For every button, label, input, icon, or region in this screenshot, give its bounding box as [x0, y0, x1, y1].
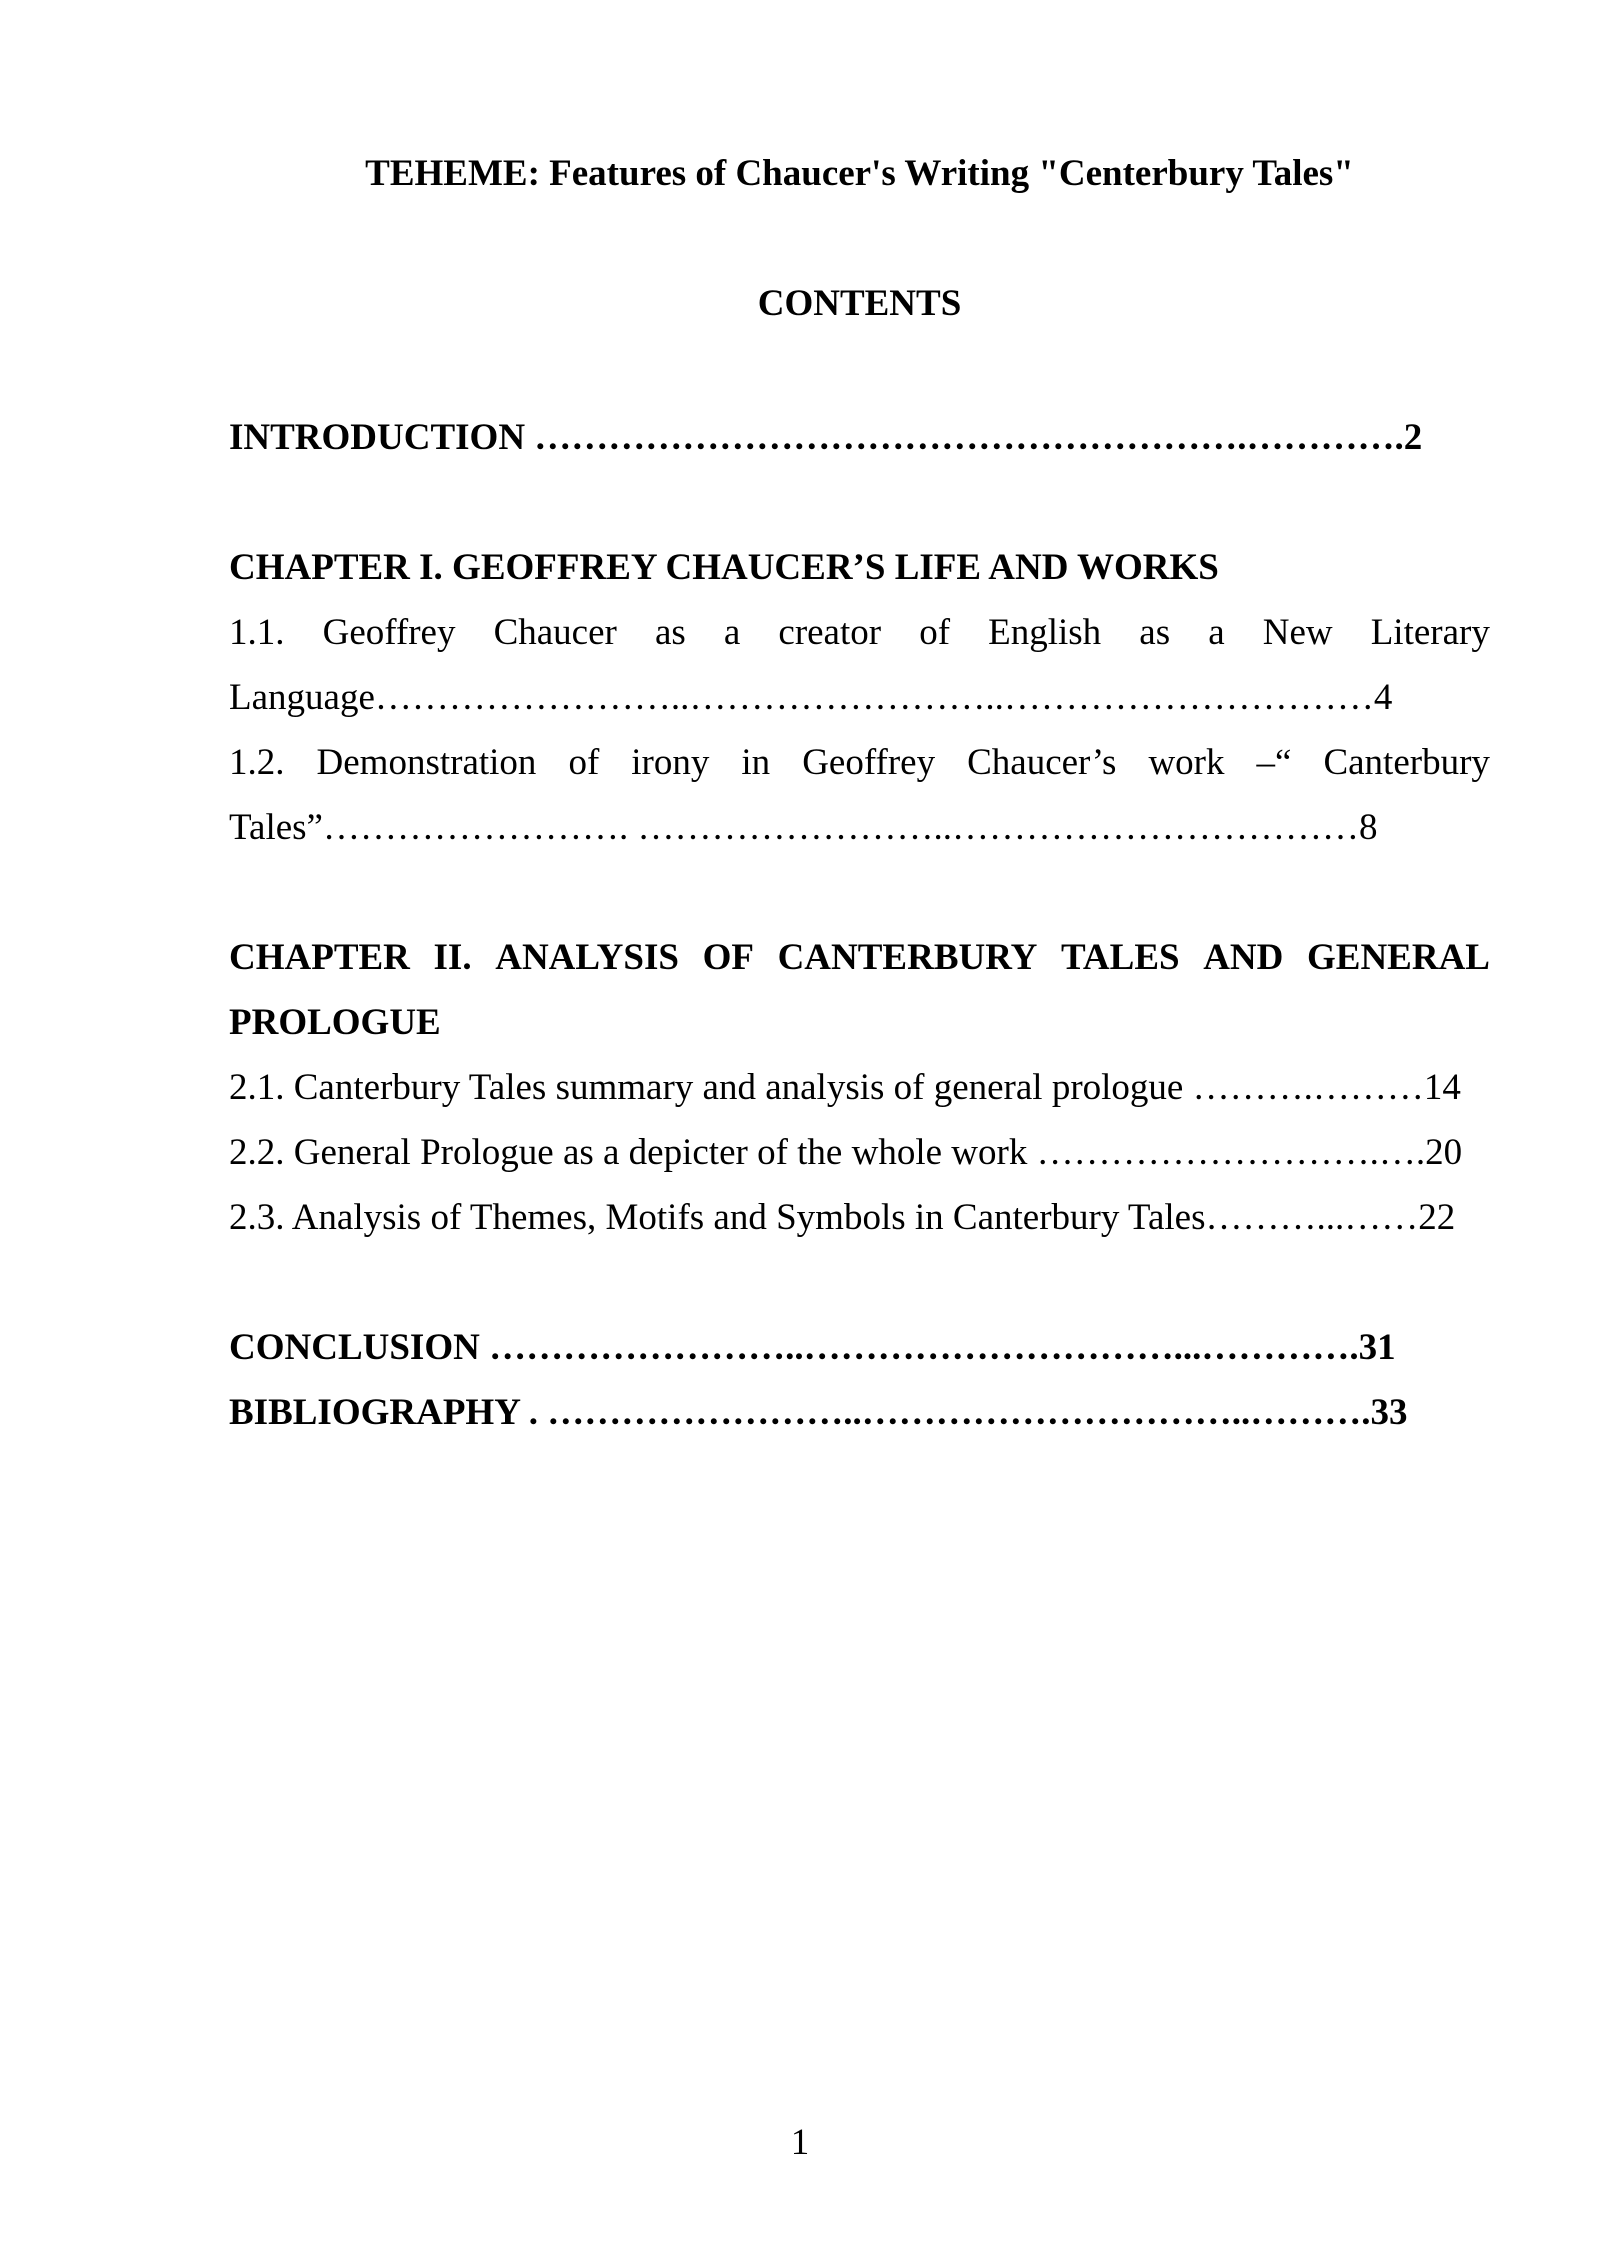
toc-entry-1-2 — [229, 730, 1490, 795]
toc-entry-1-2-continuation: Tales”……………………. ……………………..……………………………8 — [229, 807, 1378, 848]
document-title: TEHEME: Features of Chaucer's Writing "Centerbury Tales" — [365, 153, 1354, 194]
toc-entry-1-1 — [229, 600, 1490, 665]
toc-word: as — [1139, 612, 1171, 653]
toc-chapter2-heading — [229, 925, 1490, 990]
toc-word: GENERAL — [1307, 937, 1490, 978]
toc-word: of — [568, 742, 600, 783]
toc-word: 1.2. — [229, 742, 285, 783]
toc-word: work — [1148, 742, 1225, 783]
toc-word: Demonstration — [316, 742, 537, 783]
toc-word: irony — [631, 742, 710, 783]
toc-word: Literary — [1370, 612, 1490, 653]
toc-word: a — [723, 612, 741, 653]
toc-entry-2-2: 2.2. General Prologue as a depicter of the whole work ……………………….….20 — [229, 1132, 1463, 1173]
toc-word: 1.1. — [229, 612, 285, 653]
toc-word: English — [988, 612, 1102, 653]
toc-bibliography: BIBLIOGRAPHY . ……………………..…………………………..……….33 — [229, 1392, 1408, 1433]
toc-word: Canterbury — [1323, 742, 1490, 783]
toc-word: –“ — [1256, 742, 1292, 783]
toc-word: in — [741, 742, 771, 783]
toc-word: as — [654, 612, 686, 653]
toc-word: Geoffrey — [802, 742, 936, 783]
toc-word: CANTERBURY — [777, 937, 1038, 978]
toc-entry-1-1-continuation: Language……………………..……………………..…………………………4 — [229, 677, 1393, 718]
toc-conclusion: CONCLUSION ……………………..…………………………...………….31 — [229, 1327, 1396, 1368]
toc-word: New — [1262, 612, 1333, 653]
toc-entry-2-3: 2.3. Analysis of Themes, Motifs and Symbols in Canterbury Tales………...……22 — [229, 1197, 1456, 1238]
toc-word: TALES — [1060, 937, 1180, 978]
toc-word: Geoffrey — [322, 612, 456, 653]
toc-word: creator — [778, 612, 882, 653]
toc-word: of — [919, 612, 951, 653]
toc-word: AND — [1203, 937, 1284, 978]
toc-word: Chaucer — [493, 612, 617, 653]
contents-heading: CONTENTS — [757, 283, 962, 324]
toc-word: CHAPTER — [229, 937, 410, 978]
toc-word: II. — [433, 937, 472, 978]
toc-chapter2-heading-continuation: PROLOGUE — [229, 1002, 441, 1043]
toc-word: a — [1208, 612, 1225, 653]
toc-word: Chaucer’s — [967, 742, 1117, 783]
toc-word: ANALYSIS — [495, 937, 679, 978]
toc-word: OF — [702, 937, 754, 978]
toc-entry-2-1: 2.1. Canterbury Tales summary and analysis of general prologue ……….………14 — [229, 1067, 1461, 1108]
page-number: 1 — [790, 2122, 810, 2163]
toc-introduction: INTRODUCTION ………………………………………………….………….2 — [229, 417, 1423, 458]
toc-chapter1-heading: CHAPTER I. GEOFFREY CHAUCER’S LIFE AND WORKS — [229, 547, 1219, 588]
